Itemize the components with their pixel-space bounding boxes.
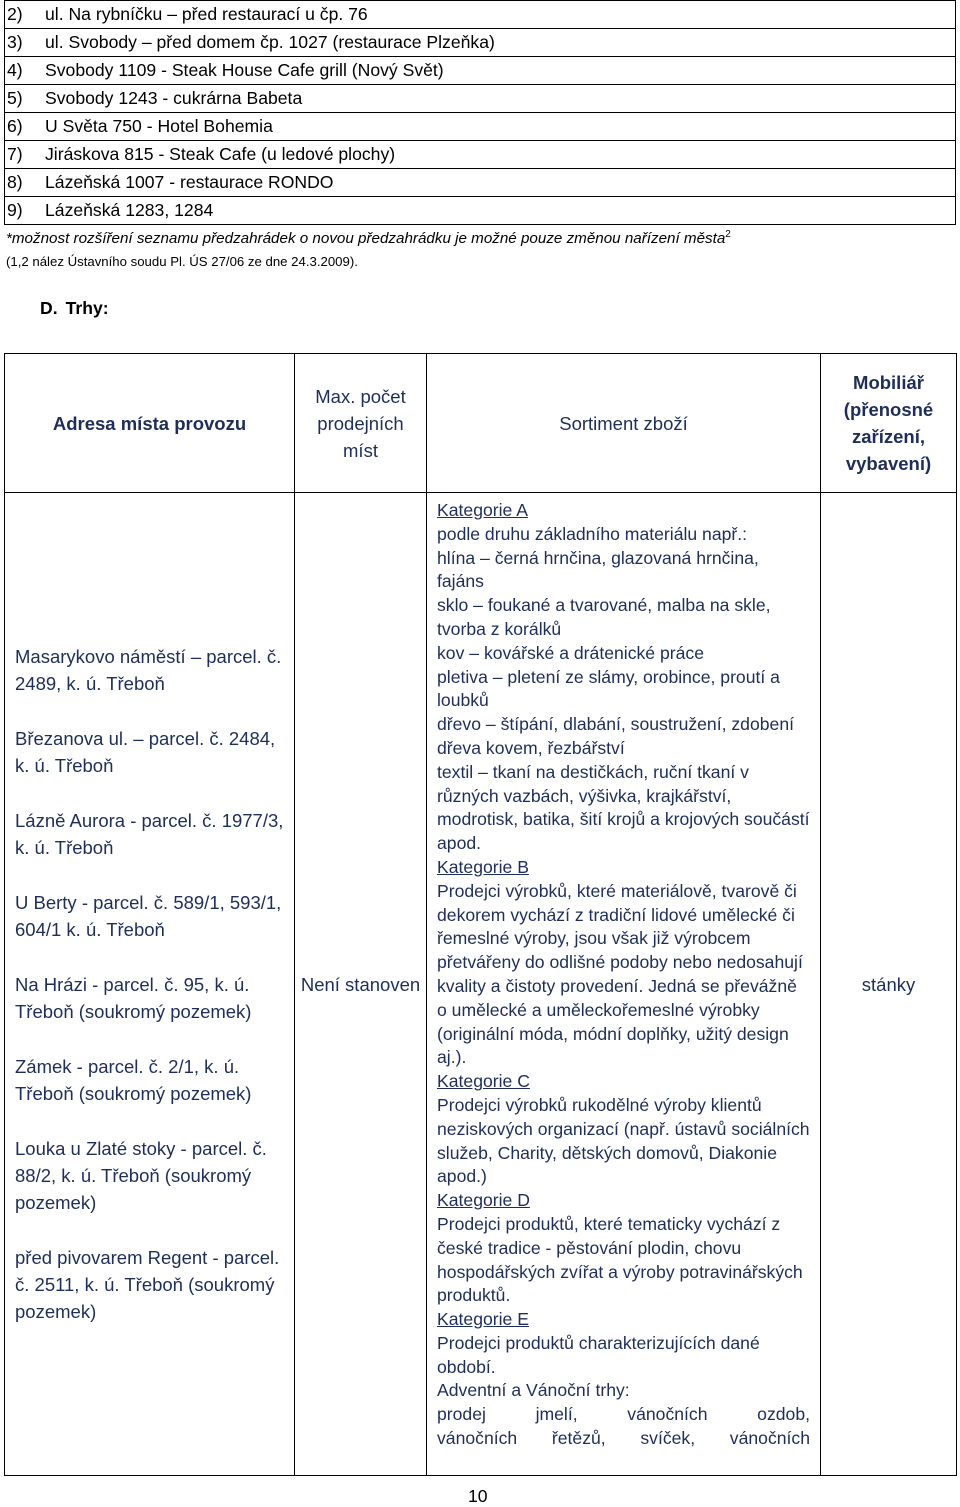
category-a-item: textil – tkaní na destičkách, ruční tkaní v různých vazbách, výšivka, krajkářství, modrotisk, batika, šití krojů a krojových součástí apod. [437, 761, 810, 854]
category-b-heading: Kategorie B [437, 856, 529, 877]
list-item [5, 29, 956, 57]
list-item [5, 141, 956, 169]
item-number: 5) [7, 88, 23, 108]
item-text: ul. Na rybníčku – před restaurací u čp. 76 [45, 4, 368, 24]
item-text: Svobody 1109 - Steak House Cafe grill (Nový Svět) [45, 60, 444, 80]
item-number: 6) [7, 116, 23, 136]
category-d-text: Prodejci produktů, které tematicky vychází z české tradice - pěstování plodin, chovu hospodářských zvířat a výroby potravinářských produktů. [437, 1213, 803, 1306]
note-superscript: 2 [725, 229, 731, 240]
address-item: Masarykovo náměstí – parcel. č. 2489, k. ú. Třeboň [15, 646, 282, 694]
category-b-text: Prodejci výrobků, které materiálově, tvarově či dekorem vychází z tradiční lidové umělecké či řemeslné výroby, jsou však již výrobcem přetvářeny do odlišné podoby nebo nedosahují kvality a čistoty provedení. Jedná se převážně o umělecké a uměleckořemeslné výrobky (originální móda, módní doplňky, užitý design aj.). [437, 880, 803, 1068]
goods-cell [427, 493, 821, 1476]
item-number: 3) [7, 32, 23, 52]
item-text: Svobody 1243 - cukrárna Babeta [45, 88, 303, 108]
item-number: 7) [7, 144, 23, 164]
page-number: 10 [468, 1486, 488, 1506]
item-number: 2) [7, 4, 23, 24]
table-header-row [5, 354, 957, 493]
advent-line: prodej jmelí, vánočních ozdob, [437, 1404, 810, 1425]
category-a-item: kov – kovářské a drátenické práce [437, 642, 704, 663]
court-reference: (1,2 nález Ústavního soudu Pl. ÚS 27/06 ze dne 24.3.2009). [6, 254, 358, 269]
list-item [5, 113, 956, 141]
address-item: před pivovarem Regent - parcel. č. 2511, k. ú. Třeboň (soukromý pozemek) [15, 1247, 280, 1322]
address-item: Březanova ul. – parcel. č. 2484, k. ú. Třeboň [15, 728, 276, 776]
note-text: *možnost rozšíření seznamu předzahrádek o novou předzahrádku je možné pouze změnou nařízení města [6, 230, 726, 247]
item-text: ul. Svobody – před domem čp. 1027 (restaurace Plzeňka) [45, 32, 495, 52]
address-item: Louka u Zlaté stoky - parcel. č. 88/2, k. ú. Třeboň (soukromý pozemek) [15, 1138, 267, 1213]
advent-line: vánočních řetězů, svíček, vánočních [437, 1428, 810, 1449]
category-e-text: Prodejci produktů charakterizujících dané období. [437, 1332, 760, 1377]
advent-heading: Adventní a Vánoční trhy: [437, 1380, 630, 1401]
list-item [5, 197, 956, 225]
goods-list [437, 493, 810, 1451]
address-item: Na Hrázi - parcel. č. 95, k. ú. Třeboň (soukromý pozemek) [15, 974, 252, 1022]
item-text: Lázeňská 1007 - restaurace RONDO [45, 172, 334, 192]
item-text: U Světa 750 - Hotel Bohemia [45, 116, 273, 136]
header-goods: Sortiment zboží [427, 354, 821, 493]
markets-table [4, 353, 957, 1476]
category-a-heading: Kategorie A [437, 500, 528, 520]
item-text: Lázeňská 1283, 1284 [45, 200, 214, 220]
item-text: Jiráskova 815 - Steak Cafe (u ledové plochy) [45, 144, 396, 164]
header-address: Adresa místa provozu [5, 354, 295, 493]
address-cell [5, 493, 295, 1476]
list-item [5, 1, 956, 29]
category-c-text: Prodejci výrobků rukodělné výroby klientů neziskových organizací (např. ústavů sociálních služeb, Charity, dětských domovů, Diakonie apod.) [437, 1094, 810, 1187]
section-title-text: Trhy: [65, 298, 109, 318]
item-number: 9) [7, 200, 23, 220]
max-places-cell: Není stanoven [295, 493, 427, 1476]
section-letter: D. [40, 298, 58, 318]
header-max-places: Max. počet prodejních míst [295, 354, 427, 493]
table-row [5, 493, 957, 1476]
item-number: 8) [7, 172, 23, 192]
item-number: 4) [7, 60, 23, 80]
category-a-item: hlína – černá hrnčina, glazovaná hrnčina, fajáns [437, 547, 759, 592]
top-address-list [4, 0, 956, 225]
address-item: U Berty - parcel. č. 589/1, 593/1, 604/1 k. ú. Třeboň [15, 892, 282, 940]
section-heading [40, 298, 109, 319]
footnote-note [6, 229, 731, 247]
category-a-item: sklo – foukané a tvarované, malba na skle, tvorba z korálků [437, 595, 771, 639]
category-a-intro: podle druhu základního materiálu např.: [437, 523, 748, 544]
header-furniture: Mobiliář (přenosné zařízení, vybavení) [821, 354, 957, 493]
list-item [5, 169, 956, 197]
category-d-heading: Kategorie D [437, 1190, 530, 1211]
category-c-heading: Kategorie C [437, 1071, 530, 1092]
category-a-item: dřevo – štípání, dlabání, soustružení, zdobení dřeva kovem, řezbářství [437, 714, 794, 758]
category-a-item: pletiva – pletení ze slámy, orobince, proutí a loubků [437, 666, 780, 711]
category-e-heading: Kategorie E [437, 1309, 529, 1330]
list-item [5, 85, 956, 113]
list-item [5, 57, 956, 85]
furniture-cell: stánky [821, 493, 957, 1476]
address-item: Zámek - parcel. č. 2/1, k. ú. Třeboň (soukromý pozemek) [15, 1056, 252, 1104]
address-item: Lázně Aurora - parcel. č. 1977/3, k. ú. Třeboň [15, 810, 284, 858]
